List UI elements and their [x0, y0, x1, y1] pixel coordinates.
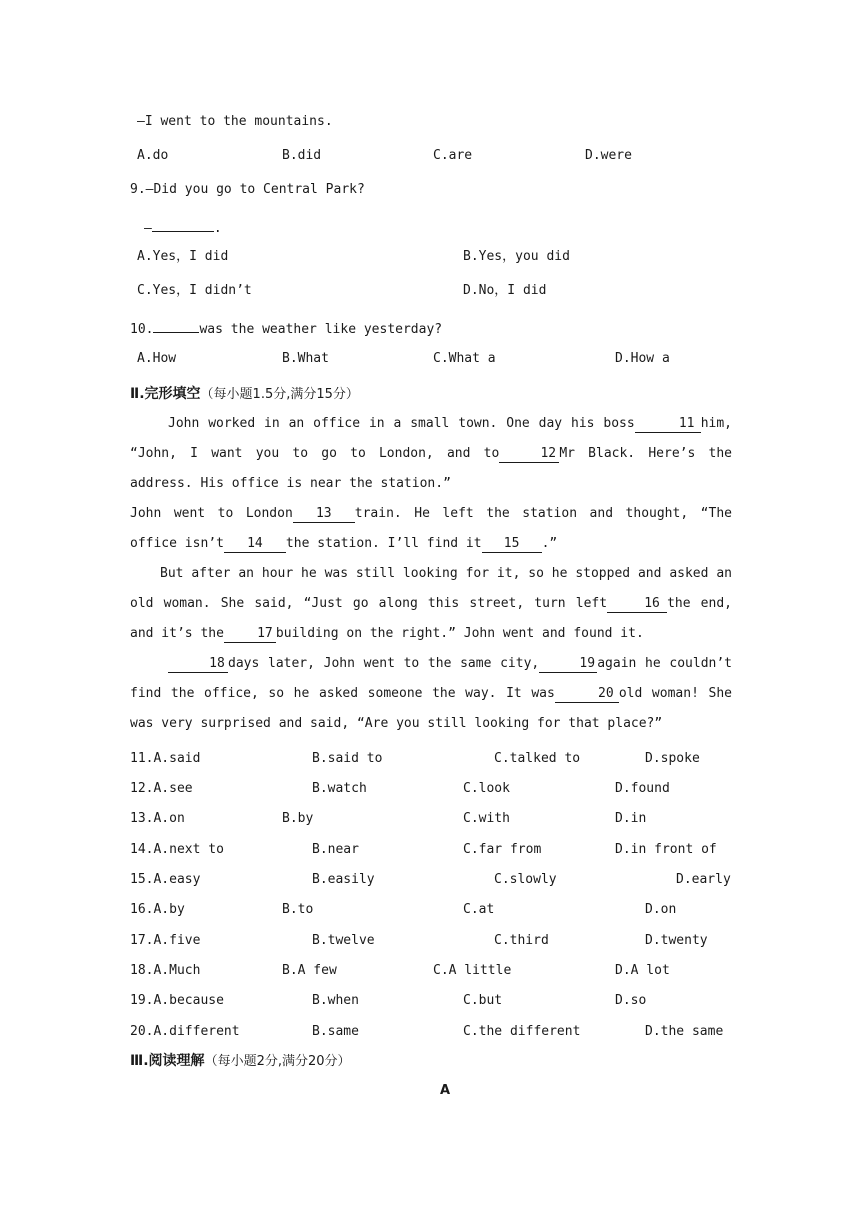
blank-20: 20 [555, 686, 619, 703]
section2-title: Ⅱ.完形填空 [130, 386, 201, 402]
blank-15: 15 [482, 536, 542, 553]
option-20-d: D.the same [645, 1024, 724, 1039]
q9-answer-period: . [213, 221, 222, 236]
q10-blank [153, 316, 199, 333]
option-15-a: 15.A.easy [130, 872, 201, 887]
option-19-d: D.so [615, 993, 647, 1008]
blank-19: 19 [539, 656, 597, 673]
option-16-a: 16.A.by [130, 902, 185, 917]
q8-option-a: A.do [137, 148, 169, 163]
q9-answer-line [144, 215, 222, 238]
q8-option-c: C.are [433, 148, 473, 163]
q10-question [130, 316, 442, 339]
option-19-a: 19.A.because [130, 993, 224, 1008]
option-14-a: 14.A.next to [130, 842, 224, 857]
reading-part-label: A [439, 1083, 451, 1098]
q9-option-a: A.Yes，I did [137, 249, 229, 264]
section2-heading [130, 385, 359, 404]
option-12-a: 12.A.see [130, 781, 193, 796]
option-15-c: C.slowly [494, 872, 557, 887]
option-17-c: C.third [494, 933, 549, 948]
option-18-c: C.A little [433, 963, 512, 978]
option-18-d: D.A lot [615, 963, 670, 978]
q10-option-a: A.How [137, 351, 177, 366]
option-17-a: 17.A.five [130, 933, 201, 948]
option-19-b: B.when [312, 993, 359, 1008]
blank-13: 13 [293, 506, 355, 523]
q9-option-d: D.No，I did [463, 283, 547, 298]
cloze-passage [130, 409, 732, 739]
q9-question: 9.—Did you go to Central Park? [130, 182, 365, 197]
blank-17: 17 [224, 626, 276, 643]
q9-option-b: B.Yes，you did [463, 249, 570, 264]
option-13-a: 13.A.on [130, 811, 185, 826]
option-14-b: B.near [312, 842, 359, 857]
option-12-d: D.found [615, 781, 670, 796]
option-13-d: D.in [615, 811, 647, 826]
blank-16: 16 [607, 596, 667, 613]
q10-option-d: D.How a [615, 351, 670, 366]
q10-option-c: C.What a [433, 351, 496, 366]
blank-11: 11 [635, 416, 701, 433]
q8-option-d: D.were [585, 148, 632, 163]
option-15-d: D.early [676, 872, 731, 887]
q9-option-c: C.Yes，I didn’t [137, 283, 252, 298]
option-11-c: C.talked to [494, 751, 581, 766]
q9-answer-dash: — [144, 221, 152, 236]
option-13-b: B.by [282, 811, 314, 826]
blank-18: 18 [168, 656, 228, 673]
section3-note: （每小题2分,满分20分） [204, 1054, 351, 1069]
option-17-b: B.twelve [312, 933, 375, 948]
option-18-b: B.A few [282, 963, 337, 978]
option-20-b: B.same [312, 1024, 359, 1039]
option-12-b: B.watch [312, 781, 367, 796]
section3-title: Ⅲ.阅读理解 [130, 1053, 205, 1069]
section2-note: （每小题1.5分,满分15分） [200, 387, 359, 402]
option-11-b: B.said to [312, 751, 383, 766]
q8-option-b: B.did [282, 148, 322, 163]
q10-option-b: B.What [282, 351, 329, 366]
q10-question-rest: was the weather like yesterday? [199, 322, 443, 337]
option-19-c: C.but [463, 993, 503, 1008]
option-12-c: C.look [463, 781, 510, 796]
q9-answer-blank [152, 215, 214, 232]
blank-12: 12 [499, 446, 559, 463]
passage-paragraph-1: John worked in an office in a small town. One day his boss 11 him, “John, I want you to go to London, and to 12 Mr Black. Here’s the address. His office is near the station.” [130, 416, 732, 491]
option-11-d: D.spoke [645, 751, 700, 766]
passage-paragraph-3: But after an hour he was still looking for it, so he stopped and asked an old woman. She said, “Just go along this street, turn left 16 the end, and it’s the 17 building on the right.” John went and found it. [130, 566, 732, 641]
option-18-a: 18.A.Much [130, 963, 201, 978]
blank-14: 14 [224, 536, 286, 553]
option-17-d: D.twenty [645, 933, 708, 948]
passage-paragraph-4: 18 days later, John went to the same city, 19 again he couldn’t find the office, so he asked someone the way. It was 20 old woman! She was very surprised and said, “Are you still looking for that place?” [130, 656, 732, 731]
option-14-d: D.in front of [615, 842, 717, 857]
passage-paragraph-2: John went to London 13 train. He left the station and thought, “The office isn’t 14 the station. I’ll find it 15 .” [130, 506, 732, 551]
option-16-d: D.on [645, 902, 677, 917]
section3-heading [130, 1052, 351, 1071]
option-15-b: B.easily [312, 872, 375, 887]
q10-number: 10. [130, 322, 154, 337]
option-14-c: C.far from [463, 842, 542, 857]
option-11-a: 11.A.said [130, 751, 201, 766]
q8-answer-line: —I went to the mountains. [137, 114, 333, 129]
option-16-c: C.at [463, 902, 495, 917]
option-16-b: B.to [282, 902, 314, 917]
option-13-c: C.with [463, 811, 510, 826]
option-20-a: 20.A.different [130, 1024, 240, 1039]
option-20-c: C.the different [463, 1024, 581, 1039]
